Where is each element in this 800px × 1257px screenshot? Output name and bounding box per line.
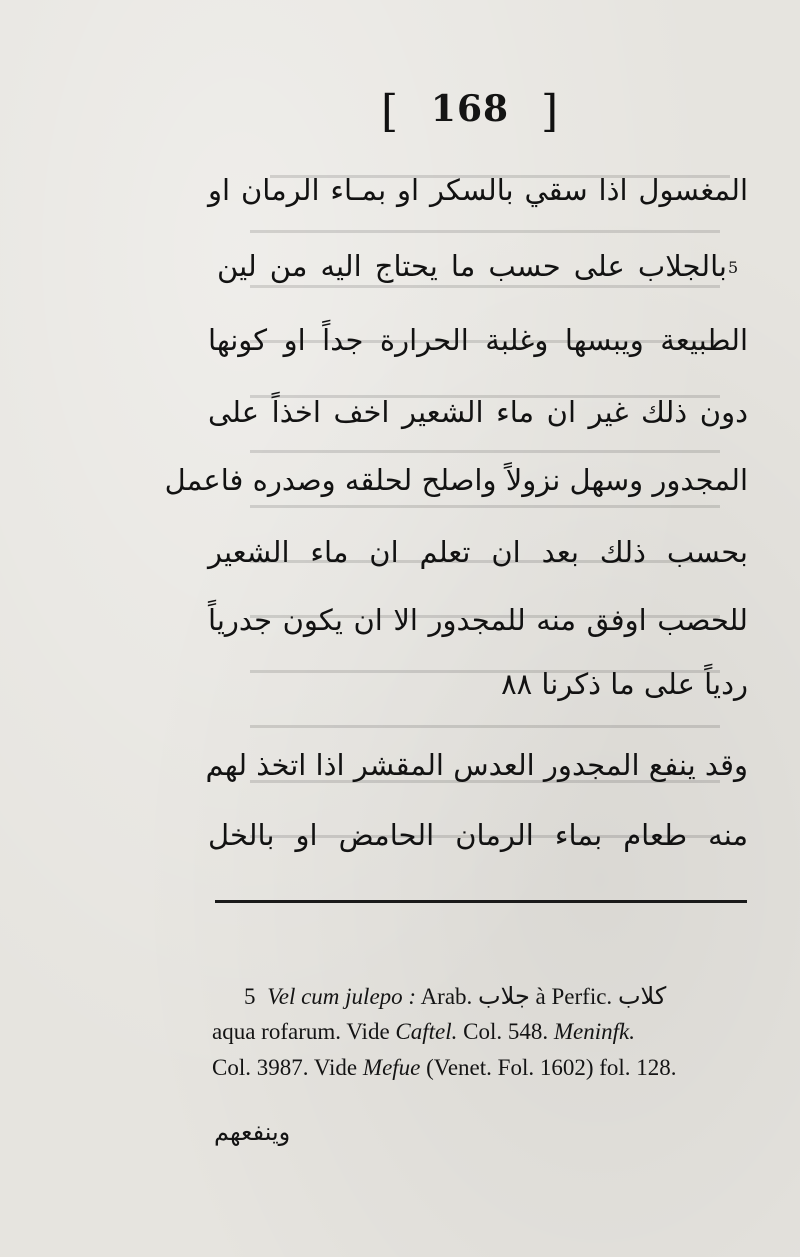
line-number-marker: 5 [728, 258, 739, 277]
footnote-arabic-word: كلاب [617, 982, 667, 1010]
text-line-1: المغسول اذا سقي بالسكر او بمـاء الرمان او [208, 173, 748, 207]
footnote-text: Col. 3987. Vide [212, 1055, 358, 1080]
footnote-citation: Meninfk. [553, 1019, 635, 1044]
footnote-arabic-word: جلاب [478, 982, 530, 1010]
footnote-citation: Caftel. [395, 1019, 458, 1044]
footnote-text: Col. 548. [463, 1019, 549, 1044]
footnote-rule [215, 900, 747, 903]
catchword: وينفعهم [214, 1118, 291, 1146]
text-line-5: المجدور وسهل نزولاً واصلح لحلقه وصدره فاعمل [164, 463, 748, 497]
text-line-10: منه طعام بماء الرمان الحامض او بالخل [208, 818, 748, 852]
text-line-3: الطبيعة ويبسها وغلبة الحرارة جداً او كونها [208, 323, 748, 357]
text-line-4: دون ذلك غير ان ماء الشعير اخف اخذاً على [208, 395, 748, 429]
text-line-2: بالجلاب على حسب ما يحتاج اليه من لين [217, 249, 727, 283]
footnote-line-1 [212, 978, 757, 1015]
footnote-line-2 [212, 1014, 757, 1050]
text-line-9: وقد ينفع المجدور العدس المقشر اذا اتخذ لهم [205, 748, 748, 782]
page-number-bracket-right: ] [541, 86, 559, 137]
page-number-bracket-left: [ [381, 86, 399, 137]
text-line-8: ردياً على ما ذكرنا ٨٨ [501, 667, 748, 701]
footnote-text: aqua rofarum. Vide [212, 1019, 390, 1044]
page-number: 168 [430, 88, 510, 130]
footnote-line-3 [212, 1050, 757, 1086]
text-line-6: بحسب ذلك بعد ان تعلم ان ماء الشعير [208, 535, 748, 569]
footnote-lemma: Vel cum julepo : [267, 984, 417, 1009]
footnote-citation: Mefue [362, 1055, 421, 1080]
footnote-text: (Venet. Fol. 1602) fol. 128. [426, 1055, 677, 1080]
text-line-7: للحصب اوفق منه للمجدور الا ان يكون جدرياً [208, 603, 748, 637]
footnote-text: à Perfic. [535, 984, 613, 1009]
footnote-number: 5 [244, 984, 256, 1009]
footnote-text: Arab. [420, 984, 473, 1009]
